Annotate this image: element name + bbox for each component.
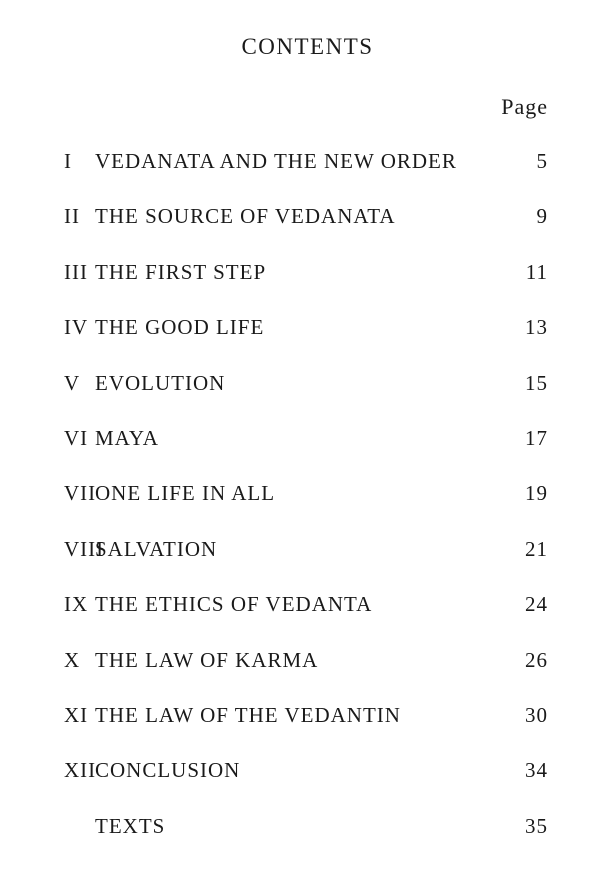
toc-entry-title: THE LAW OF THE VEDANTIN bbox=[95, 702, 401, 727]
toc-entry-title: THE SOURCE OF VEDANATA bbox=[95, 204, 396, 229]
toc-entry-numeral: XI bbox=[64, 702, 89, 727]
page-title: CONTENTS bbox=[241, 34, 374, 59]
toc-entry-5 bbox=[64, 371, 548, 426]
toc-entry-page: 9 bbox=[536, 204, 548, 229]
toc-entry-page: 26 bbox=[525, 647, 548, 672]
toc-entry-page: 19 bbox=[525, 481, 548, 506]
toc-entry-title: TEXTS bbox=[95, 813, 166, 838]
toc-entry-page: 11 bbox=[525, 259, 548, 284]
toc-entry-numeral: X bbox=[64, 647, 81, 672]
toc-entry-2 bbox=[64, 204, 548, 259]
toc-entry-numeral: IV bbox=[64, 315, 89, 340]
toc-entry-6 bbox=[64, 426, 548, 481]
toc-entry-page: 30 bbox=[525, 702, 548, 727]
toc-entry-title: THE FIRST STEP bbox=[95, 259, 267, 284]
toc-entry-page: 13 bbox=[525, 315, 548, 340]
toc-entry-numeral: VI bbox=[64, 425, 89, 450]
contents-list bbox=[64, 149, 548, 869]
toc-entry-page: 21 bbox=[525, 536, 548, 561]
toc-entry-numeral: IX bbox=[64, 592, 89, 617]
toc-entry-page: 5 bbox=[536, 149, 548, 173]
toc-entry-10 bbox=[64, 648, 548, 703]
toc-entry-3 bbox=[64, 260, 548, 315]
toc-entry-page: 17 bbox=[525, 425, 548, 450]
toc-entry-page: 35 bbox=[525, 813, 548, 838]
toc-entry-title: THE LAW OF KARMA bbox=[95, 647, 319, 672]
toc-entry-numeral: V bbox=[64, 370, 81, 395]
toc-entry-title: THE ETHICS OF VEDANTA bbox=[95, 592, 373, 617]
toc-entry-page: 15 bbox=[525, 370, 548, 395]
toc-entry-numeral: II bbox=[64, 204, 80, 229]
toc-entry-1 bbox=[64, 149, 548, 204]
toc-entry-page: 24 bbox=[525, 592, 548, 617]
toc-entry-title: ONE LIFE IN ALL bbox=[95, 481, 276, 506]
toc-entry-4 bbox=[64, 315, 548, 370]
toc-entry-numeral: I bbox=[64, 149, 72, 173]
toc-entry-page: 34 bbox=[525, 758, 548, 783]
toc-entry-numeral: VII bbox=[64, 481, 97, 506]
toc-entry-12 bbox=[64, 758, 548, 813]
toc-entry-11 bbox=[64, 703, 548, 758]
page-column-header: Page bbox=[501, 94, 548, 119]
toc-entry-numeral: III bbox=[64, 259, 88, 284]
toc-entry-title: EVOLUTION bbox=[95, 370, 226, 395]
toc-entry-title: MAYA bbox=[95, 425, 159, 450]
toc-entry-numeral: XII bbox=[64, 758, 97, 783]
toc-entry-numeral: VIII bbox=[64, 536, 105, 561]
toc-entry-7 bbox=[64, 481, 548, 536]
toc-entry-8 bbox=[64, 537, 548, 592]
toc-entry-9 bbox=[64, 592, 548, 647]
toc-entry-13 bbox=[64, 814, 548, 869]
toc-entry-title: VEDANATA AND THE NEW ORDER bbox=[95, 149, 457, 173]
toc-entry-title: CONCLUSION bbox=[95, 758, 241, 783]
toc-entry-title: THE GOOD LIFE bbox=[95, 315, 265, 340]
toc-entry-title: SALVATION bbox=[95, 536, 218, 561]
